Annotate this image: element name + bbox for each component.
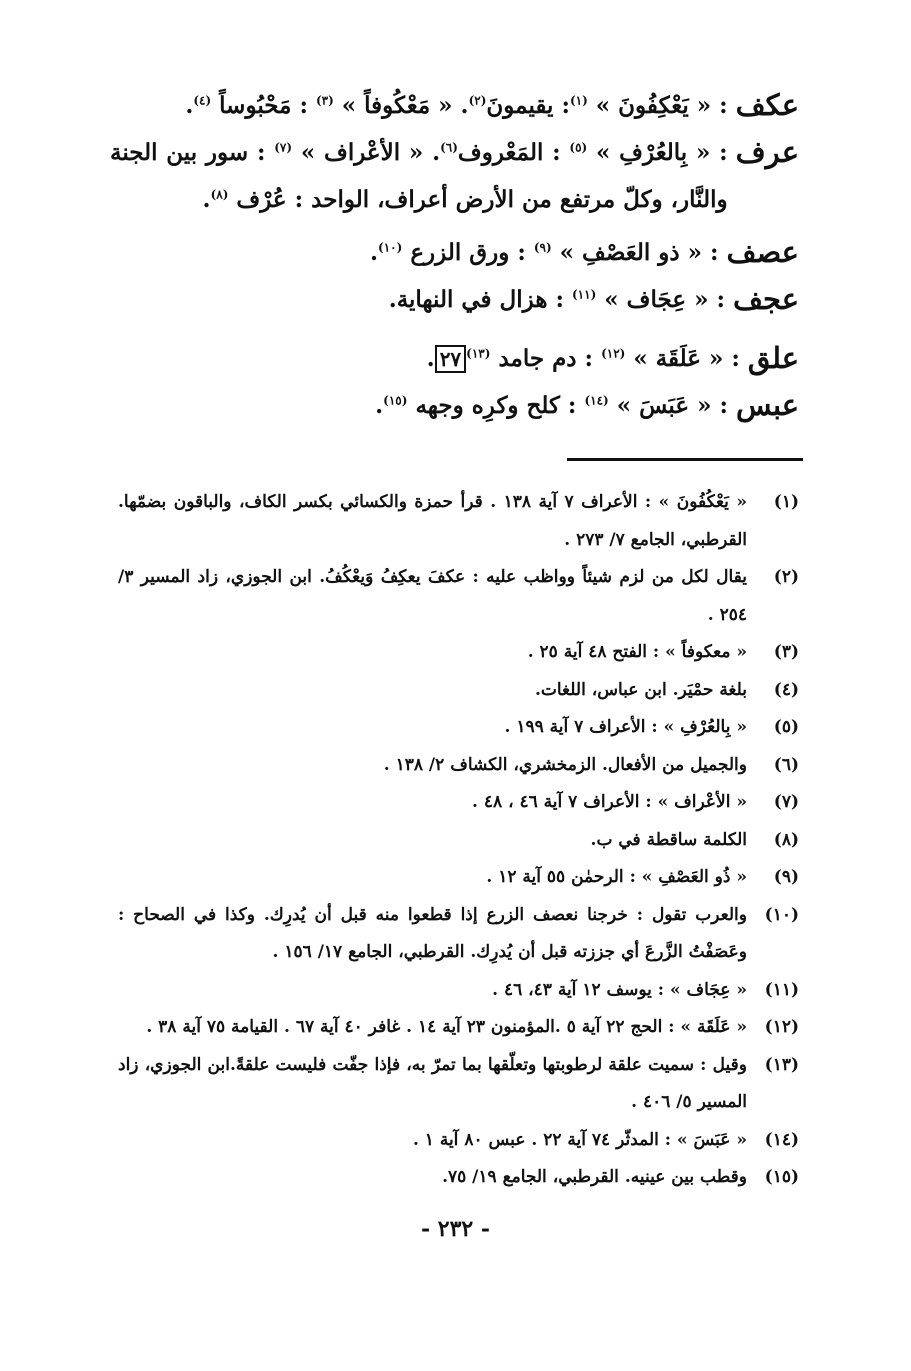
entry-definition bbox=[110, 276, 725, 323]
footnote-number: (٨) bbox=[773, 829, 799, 850]
entry-asf bbox=[110, 229, 799, 276]
footnote-ref: (٢) bbox=[468, 93, 487, 108]
entry-text: : « عَلَقَة » bbox=[625, 345, 740, 372]
footnote-text: والجميل من الأفعال. الزمخشري، الكشاف ٢/ ١٣٨ . bbox=[383, 754, 747, 775]
entry-alq bbox=[110, 335, 799, 382]
entry-text: : سور بين الجنة والنَّار، وكلّ مرتفع من الأرض أعراف، الواحد : عُرْف bbox=[110, 139, 728, 213]
footnote-text: « الأعْراف » : الأعراف ٧ آية ٤٦ ، ٤٨ . bbox=[472, 792, 747, 812]
footnote-ref: (١٢) bbox=[601, 346, 626, 361]
footnote bbox=[118, 1122, 799, 1160]
footnote-number: (١٠) bbox=[764, 904, 799, 925]
footnote bbox=[118, 672, 799, 710]
footnote bbox=[118, 747, 799, 785]
entry-text: : مَحْبُوساً bbox=[211, 92, 316, 119]
footnote-number: (٤) bbox=[773, 679, 799, 700]
footnote bbox=[118, 634, 799, 672]
entry-text: : هزال في النهاية. bbox=[388, 286, 572, 313]
footnote-number: (٩) bbox=[773, 867, 799, 887]
footnote-ref: (٦) bbox=[440, 140, 458, 155]
entry-definition bbox=[110, 382, 728, 429]
glossary-entries bbox=[110, 82, 799, 429]
entry-text: . « الأعْراف » bbox=[292, 139, 441, 166]
footnote-ref: (١١) bbox=[571, 287, 597, 302]
entry-text: : « عِجَاف » bbox=[596, 286, 725, 313]
entry-text: : « ذو العَصْفِ » bbox=[551, 239, 719, 266]
entry-abs bbox=[110, 382, 799, 429]
footnote-number: (٦) bbox=[773, 754, 799, 775]
entry-definition bbox=[110, 129, 728, 223]
entry-text: : « عَبَسَ » bbox=[608, 392, 728, 419]
entry-root: عجف bbox=[732, 282, 799, 316]
footnote-ref: (١٣) bbox=[466, 346, 491, 361]
footnote bbox=[118, 897, 799, 972]
footnote-separator bbox=[567, 458, 803, 461]
footnote-text: « يَعْكُفُونَ » : الأعراف ٧ آية ١٣٨ . قرأ حمزة والكسائي بكسر الكاف، والباقون بضمّها. القرطبي، الجامع ٧/ ٢٧٣ . bbox=[118, 492, 748, 550]
footnote-number: (١١) bbox=[764, 979, 799, 1000]
footnote-number: (١٥) bbox=[764, 1167, 799, 1187]
footnote bbox=[118, 709, 799, 747]
entry-root: عرف bbox=[735, 135, 799, 169]
footnote-text: « عِجَاف » : يوسف ١٢ آية ٤٣، ٤٦ . bbox=[492, 979, 747, 1000]
footnote-ref: (١) bbox=[569, 93, 588, 108]
footnote-number: (١٣) bbox=[764, 1054, 799, 1075]
footnote-ref: (٧) bbox=[274, 140, 293, 155]
footnotes bbox=[118, 484, 799, 1197]
footnote-number: (١٢) bbox=[764, 1017, 799, 1037]
entry-text: . bbox=[185, 92, 194, 119]
entry-text: : « بِالعُرْفِ » bbox=[587, 139, 728, 166]
footnote-text: « بِالعُرْفِ » : الأعراف ٧ آية ١٩٩ . bbox=[504, 717, 747, 737]
entry-text: : « يَعْكِفُونَ » bbox=[587, 92, 728, 119]
footnote bbox=[118, 1009, 799, 1047]
footnote-number: (١) bbox=[773, 492, 799, 512]
page-marker-box: ٢٧ bbox=[435, 345, 466, 373]
entry-definition bbox=[110, 335, 740, 382]
entry-text: : يقيمونَ bbox=[486, 92, 570, 119]
entry-definition bbox=[110, 229, 719, 276]
footnote bbox=[118, 484, 799, 559]
entry-text: . bbox=[202, 186, 211, 213]
footnote-text: يقال لكل من لزم شيئاً وواظب عليه : عكفَ يعكِفُ وَيعْكُفُ. ابن الجوزي، زاد المسير ٣/ ٢٥٤ . bbox=[118, 567, 747, 625]
footnote bbox=[118, 822, 799, 860]
entry-root: علق bbox=[747, 341, 799, 375]
footnote-ref: (١٤) bbox=[584, 393, 609, 408]
footnote-text: وقيل : سميت علقة لرطوبتها وتعلّقها بما تمرّ به، فإذا جفّت فليست علقةً.ابن الجوزي، زاد المسير ٥/ ٤٠٦ . bbox=[118, 1054, 747, 1112]
footnote-number: (٣) bbox=[773, 642, 799, 662]
footnote bbox=[118, 784, 799, 822]
footnote-text: « عَبَسَ » : المدثّر ٧٤ آية ٢٢ . عبس ٨٠ آية ١ . bbox=[412, 1129, 747, 1150]
footnote-ref: (٣) bbox=[315, 93, 334, 108]
footnote-text: « معكوفاً » : الفتح ٤٨ آية ٢٥ . bbox=[527, 642, 747, 662]
entry-root: عبس bbox=[735, 388, 799, 422]
entry-text: : دم جامد bbox=[490, 345, 602, 372]
footnote-ref: (١٥) bbox=[383, 393, 408, 408]
entry-text: . bbox=[370, 239, 379, 266]
footnote-text: الكلمة ساقطة في ب. bbox=[590, 829, 747, 850]
footnote-ref: (٥) bbox=[569, 140, 588, 155]
entry-root: عكف bbox=[735, 88, 799, 122]
entry-text: . bbox=[426, 345, 435, 372]
footnote-ref: (١٠) bbox=[378, 240, 403, 255]
entry-root: عصف bbox=[726, 235, 799, 269]
footnote bbox=[118, 559, 799, 634]
footnote-number: (٧) bbox=[773, 792, 799, 812]
footnote-number: (١٤) bbox=[764, 1129, 799, 1150]
footnote-ref: (٩) bbox=[533, 240, 552, 255]
footnote-ref: (٤) bbox=[193, 93, 212, 108]
footnote-number: (٥) bbox=[773, 717, 799, 737]
entry-akf bbox=[110, 82, 799, 129]
entry-text: . « مَعْكُوفاً » bbox=[333, 92, 469, 119]
page-number: - ٢٣٢ - bbox=[420, 1216, 491, 1242]
footnote bbox=[118, 1047, 799, 1122]
entry-arf bbox=[110, 129, 799, 223]
footnote-text: « عَلَقَة » : الحج ٢٢ آية ٥ .المؤمنون ٢٣ آية ١٤ . غافر ٤٠ آية ٦٧ . القيامة ٧٥ آية ٣٨ . bbox=[146, 1017, 747, 1037]
footnote bbox=[118, 972, 799, 1010]
footnote-number: (٢) bbox=[773, 567, 799, 587]
footnote-text: « ذُو العَصْفِ » : الرحمٰن ٥٥ آية ١٢ . bbox=[486, 867, 747, 887]
entry-ajf bbox=[110, 276, 799, 323]
footnote bbox=[118, 1159, 799, 1197]
footnote-text: وقطب بين عينيه. القرطبي، الجامع ١٩/ ٧٥. bbox=[442, 1167, 747, 1187]
entry-text: . bbox=[375, 392, 384, 419]
footnote-ref: (٨) bbox=[210, 187, 229, 202]
entry-text: : كلح وكرِه وجهه bbox=[407, 392, 585, 419]
footnote-text: بلغة حمْيَر. ابن عباس، اللغات. bbox=[534, 679, 747, 700]
entry-definition bbox=[110, 82, 728, 129]
entry-text: : المَعْروف bbox=[457, 139, 570, 166]
footnote-text: والعرب تقول : خرجنا نعصف الزرع إذا قطعوا منه قبل أن يُدرِك. وكذا في الصحاح : وعَصَفْتُ الزَّرعَ أي جززته قبل أن يُدرِك. القرطبي، الجامع ١٧/ ١٥٦ . bbox=[118, 904, 747, 962]
entry-text: : ورق الزرع bbox=[402, 239, 534, 266]
footnote bbox=[118, 859, 799, 897]
